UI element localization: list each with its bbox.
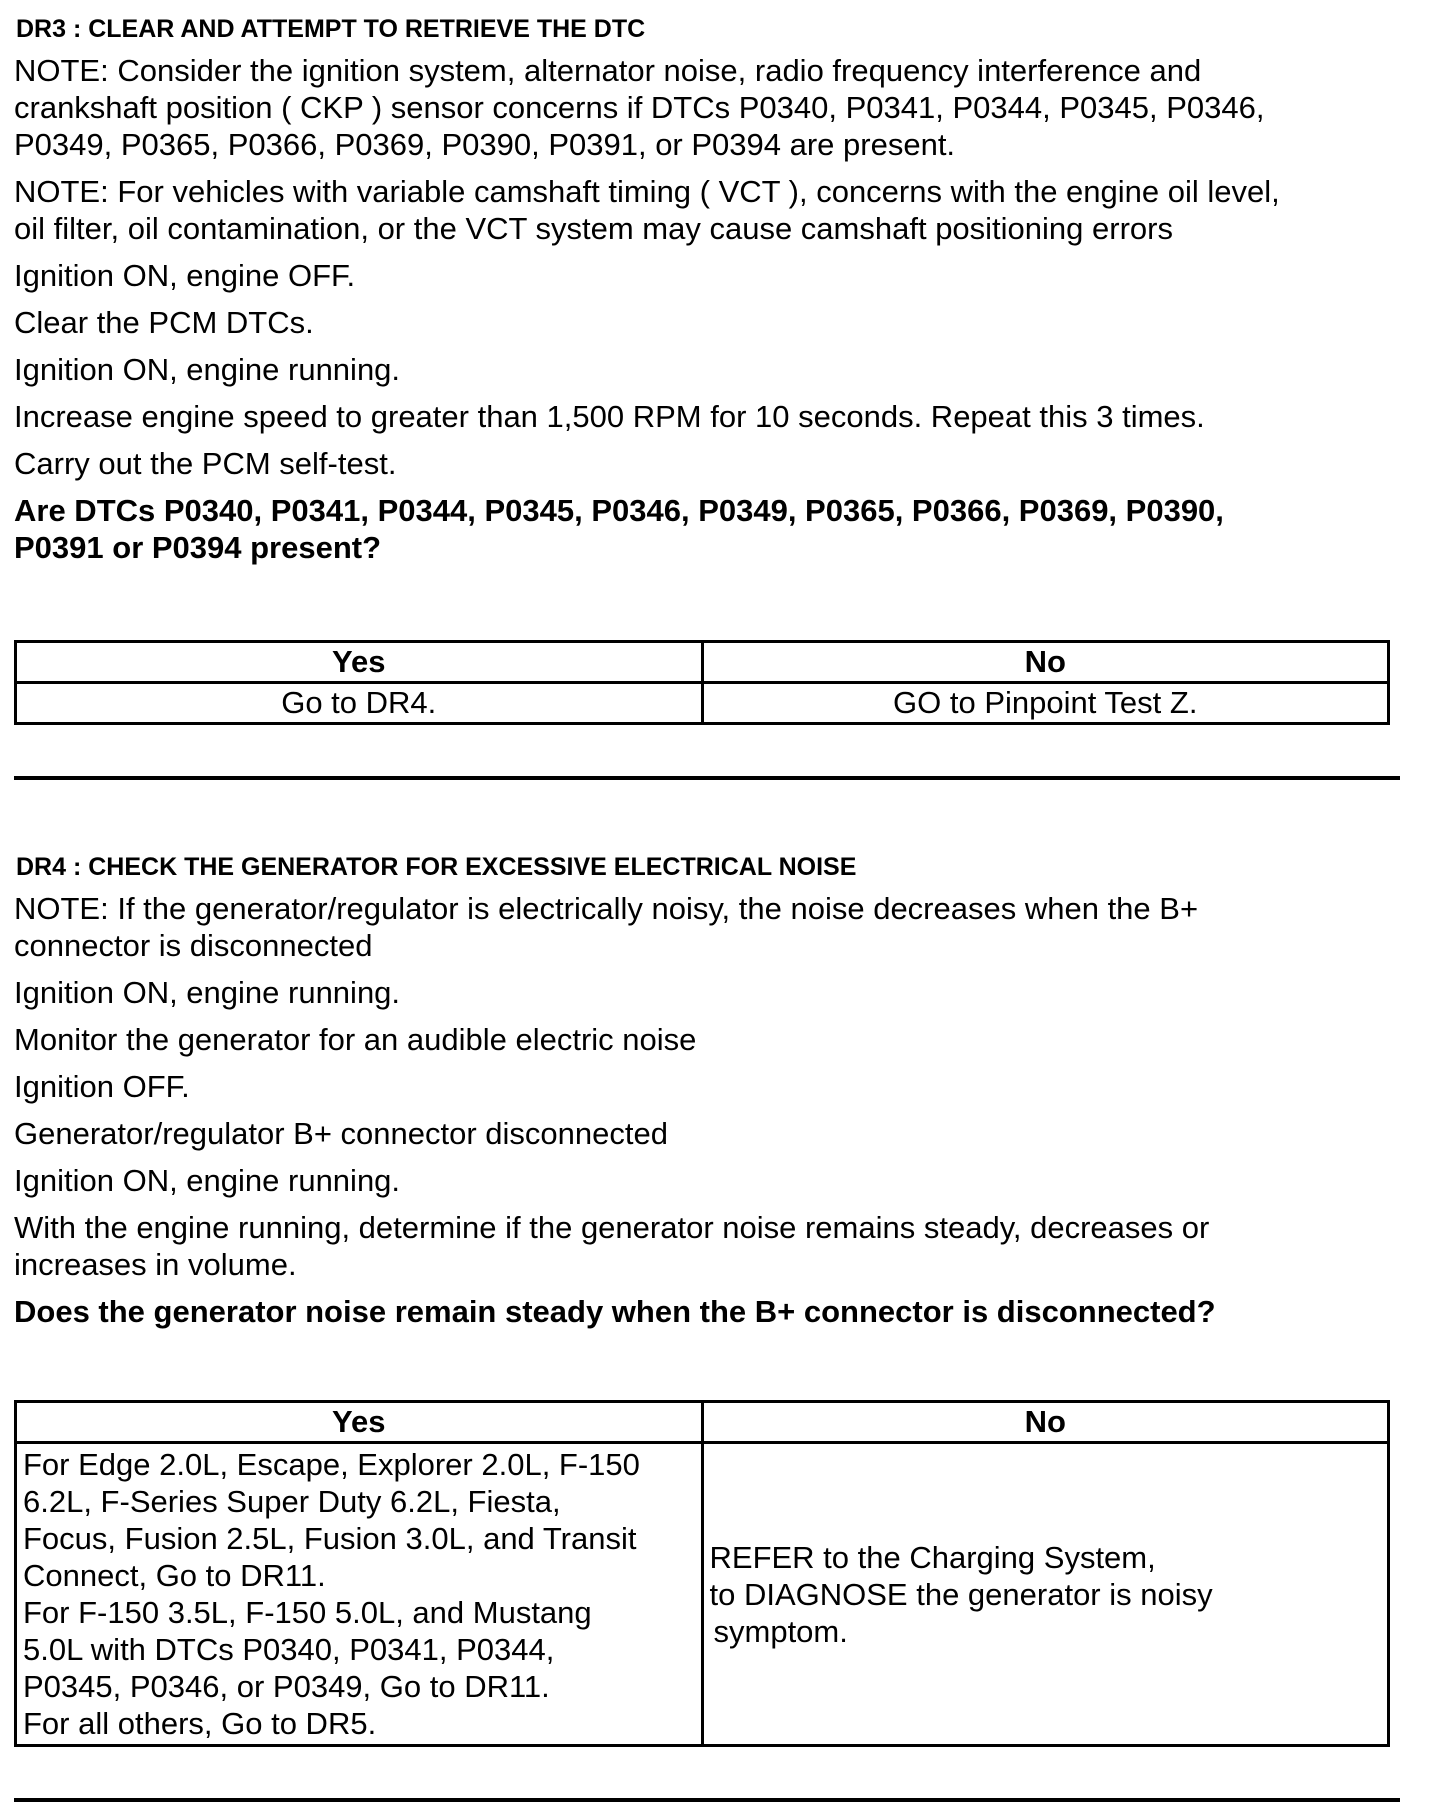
dr3-question-line-1: Are DTCs P0340, P0341, P0344, P0345, P0346, P0349, P0365, P0366, P0369, P0390, <box>14 493 1224 528</box>
dr4-yes-line: For F-150 3.5L, F-150 5.0L, and Mustang <box>23 1595 592 1630</box>
dr4-yes-line: For Edge 2.0L, Escape, Explorer 2.0L, F-150 <box>23 1447 640 1482</box>
dr3-step-clear-dtcs: Clear the PCM DTCs. <box>14 305 314 340</box>
section-divider <box>14 776 1400 780</box>
table-row <box>16 1443 1389 1746</box>
dr3-step-increase-speed: Increase engine speed to greater than 1,500 RPM for 10 seconds. Repeat this 3 times. <box>14 399 1205 434</box>
dr4-step-determine-line-2: increases in volume. <box>14 1247 297 1282</box>
dr4-yes-line: 5.0L with DTCs P0340, P0341, P0344, <box>23 1632 555 1667</box>
dr4-heading: DR4 : CHECK THE GENERATOR FOR EXCESSIVE ELECTRICAL NOISE <box>16 853 857 881</box>
table-header-row <box>16 1402 1389 1443</box>
dr4-yes-line: 6.2L, F-Series Super Duty 6.2L, Fiesta, <box>23 1484 561 1519</box>
dr3-step-engine-running: Ignition ON, engine running. <box>14 352 401 387</box>
dr4-yes-line: P0345, P0346, or P0349, Go to DR11. <box>23 1669 550 1704</box>
dr4-step-ignition-off: Ignition OFF. <box>14 1069 190 1104</box>
dr3-no-result: GO to Pinpoint Test Z. <box>702 683 1389 724</box>
dr3-note-1-line-3: P0349, P0365, P0366, P0369, P0390, P0391, or P0394 are present. <box>14 127 956 162</box>
dr3-question-line-2: P0391 or P0394 present? <box>14 530 382 565</box>
dr4-note-line-1: NOTE: If the generator/regulator is electrically noisy, the noise decreases when the B+ <box>14 891 1199 926</box>
dr3-note-2-line-2: oil filter, oil contamination, or the VCT system may cause camshaft positioning errors <box>14 211 1173 246</box>
dr4-section <box>14 850 1394 1340</box>
dr3-note-2-line-1: NOTE: For vehicles with variable camshaft timing ( VCT ), concerns with the engine oil level, <box>14 174 1280 209</box>
dr4-no-header: No <box>702 1402 1389 1443</box>
dr3-result-table <box>14 640 1390 725</box>
section-divider-bottom <box>14 1798 1400 1802</box>
dr3-heading: DR3 : CLEAR AND ATTEMPT TO RETRIEVE THE DTC <box>16 15 646 43</box>
dr4-yes-header: Yes <box>16 1402 703 1443</box>
dr3-no-header: No <box>702 642 1389 683</box>
dr4-no-line: REFER to the Charging System, <box>709 1539 1156 1575</box>
dr4-result-table <box>14 1400 1390 1747</box>
dr3-yes-header: Yes <box>16 642 703 683</box>
dr3-note-1-line-2: crankshaft position ( CKP ) sensor concerns if DTCs P0340, P0341, P0344, P0345, P0346, <box>14 90 1265 125</box>
dr4-step-determine-line-1: With the engine running, determine if the generator noise remains steady, decreases or <box>14 1210 1210 1245</box>
dr4-yes-line: For all others, Go to DR5. <box>23 1706 377 1741</box>
dr4-no-result <box>702 1443 1389 1746</box>
table-row <box>16 683 1389 724</box>
dr4-question: Does the generator noise remain steady when the B+ connector is disconnected? <box>14 1294 1216 1329</box>
dr4-yes-result <box>16 1443 703 1746</box>
dr4-note-line-2: connector is disconnected <box>14 928 373 963</box>
dr3-yes-result: Go to DR4. <box>16 683 703 724</box>
dr3-step-self-test: Carry out the PCM self-test. <box>14 446 397 481</box>
dr4-step-engine-running: Ignition ON, engine running. <box>14 975 401 1010</box>
dr4-yes-line: Connect, Go to DR11. <box>23 1558 326 1593</box>
dr4-yes-line: Focus, Fusion 2.5L, Fusion 3.0L, and Transit <box>23 1521 637 1556</box>
table-header-row <box>16 642 1389 683</box>
dr3-section <box>14 12 1394 566</box>
dr4-step-disconnect-b-plus: Generator/regulator B+ connector disconnected <box>14 1116 668 1151</box>
dr4-no-line: symptom. <box>713 1613 848 1649</box>
dr4-step-monitor-noise: Monitor the generator for an audible electric noise <box>14 1022 697 1057</box>
dr3-note-1-line-1: NOTE: Consider the ignition system, alternator noise, radio frequency interference and <box>14 53 1202 88</box>
dr3-step-ignition-on-engine-off: Ignition ON, engine OFF. <box>14 258 356 293</box>
dr4-step-engine-running-2: Ignition ON, engine running. <box>14 1163 401 1198</box>
dr4-no-line: to DIAGNOSE the generator is noisy <box>709 1576 1213 1612</box>
